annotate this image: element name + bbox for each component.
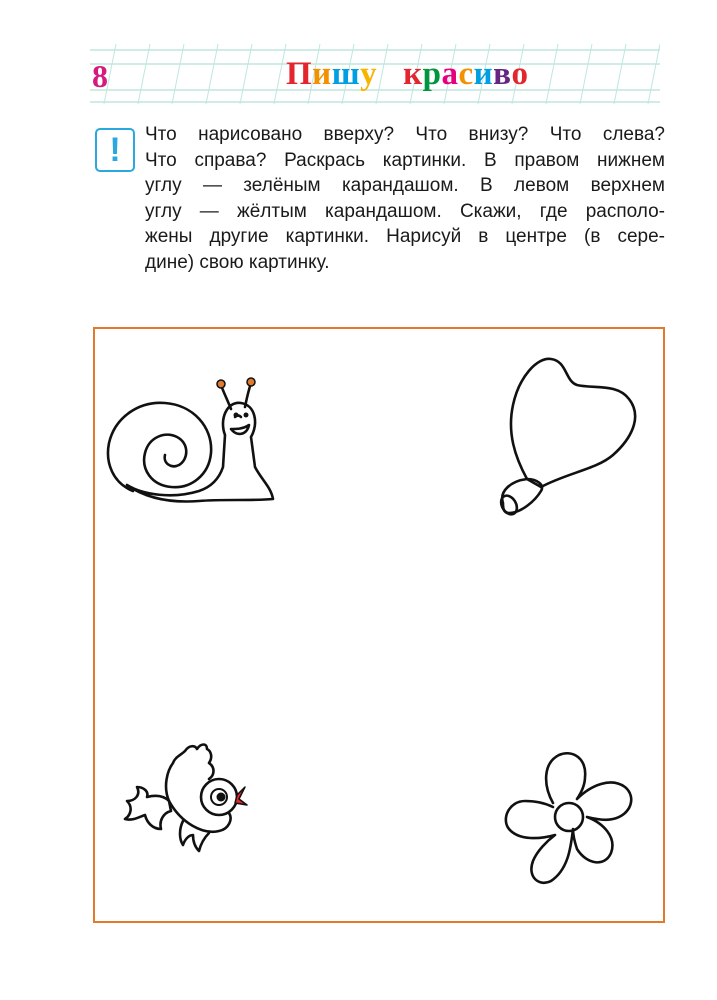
instruction-line: Что нарисовано вверху? Что внизу? Что слева? (145, 124, 665, 145)
instruction-line: дине) свою картинку. (145, 251, 330, 273)
bird-icon (123, 735, 253, 859)
flower-icon (499, 745, 641, 893)
title-letter: в (493, 56, 512, 92)
title-letter: а (441, 56, 459, 92)
title-letter: у (360, 56, 378, 92)
task-instructions (145, 122, 665, 275)
title-letter: р (422, 56, 442, 92)
instruction-line: жены другие картинки. Нарисуй в центре (в сере- (145, 226, 665, 247)
title-word-pishu (286, 58, 377, 91)
exclamation-icon (95, 128, 135, 172)
title-letter: П (286, 56, 313, 92)
title-letter: к (403, 56, 423, 92)
instruction-line: Что справа? Раскрась картинки. В правом нижнем (145, 149, 665, 171)
balloon-icon (493, 353, 643, 533)
exclamation-mark: ! (109, 131, 121, 169)
instruction-line: углу — жёлтым карандашом. Скажи, где располо- (145, 200, 665, 222)
page-number: 8 (92, 58, 108, 94)
title-letter: о (511, 56, 529, 92)
title-word-krasivo (403, 58, 528, 91)
drawing-frame[interactable] (93, 327, 665, 923)
title-letter: и (473, 56, 494, 92)
instruction-line: углу — зелёным карандашом. В левом верхнем (145, 175, 665, 196)
title-letter: и (312, 56, 332, 92)
snail-icon (103, 375, 275, 507)
title-letter: с (458, 56, 474, 92)
title-letter: ш (331, 56, 361, 92)
page-title (286, 58, 528, 91)
